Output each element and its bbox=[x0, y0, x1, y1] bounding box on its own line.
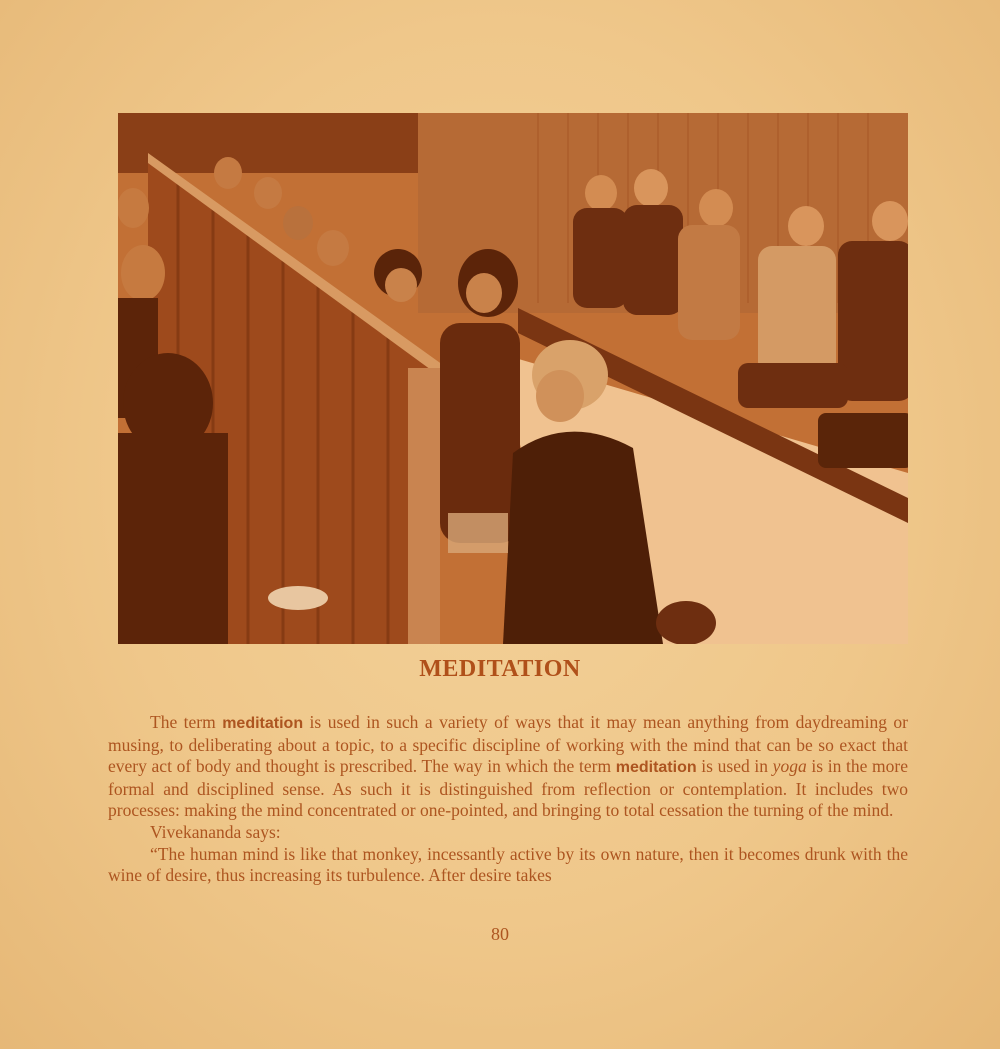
meditation-photo bbox=[118, 113, 908, 644]
article-body bbox=[108, 712, 908, 887]
bold-term: meditation bbox=[222, 715, 304, 732]
text-segment: is used in bbox=[696, 756, 773, 777]
italic-term: yoga bbox=[772, 756, 807, 777]
page-number: 80 bbox=[491, 924, 509, 944]
article-title: MEDITATION bbox=[419, 656, 581, 682]
meditation-hall-illustration bbox=[118, 113, 908, 644]
text-segment: The term bbox=[150, 712, 223, 732]
paragraph-quote: “The human mind is like that monkey, incessantly active by its own nature, then it becomes drunk with the wine of desire, thus increasing its turbulence. After desire takes bbox=[108, 843, 908, 886]
paragraph-attribution: Vivekananda says: bbox=[150, 821, 281, 842]
text-segment: is used in such a variety of ways that it may mean anything from daydreaming or musing, to deliberating about a topic, to a specific discipline of working with the mind that can be so exact that every act of body and thought is prescribed. The way in which the term bbox=[108, 712, 908, 777]
text-segment: is in the more formal and disciplined sense. As such it is distinguished from reflection or contemplation. It includes two processes: making the mind concentrated or one-pointed, and bringing to total cessation the turning of the mind. bbox=[108, 756, 908, 821]
paragraph-definition bbox=[108, 712, 908, 822]
bold-term: meditation bbox=[615, 759, 697, 777]
